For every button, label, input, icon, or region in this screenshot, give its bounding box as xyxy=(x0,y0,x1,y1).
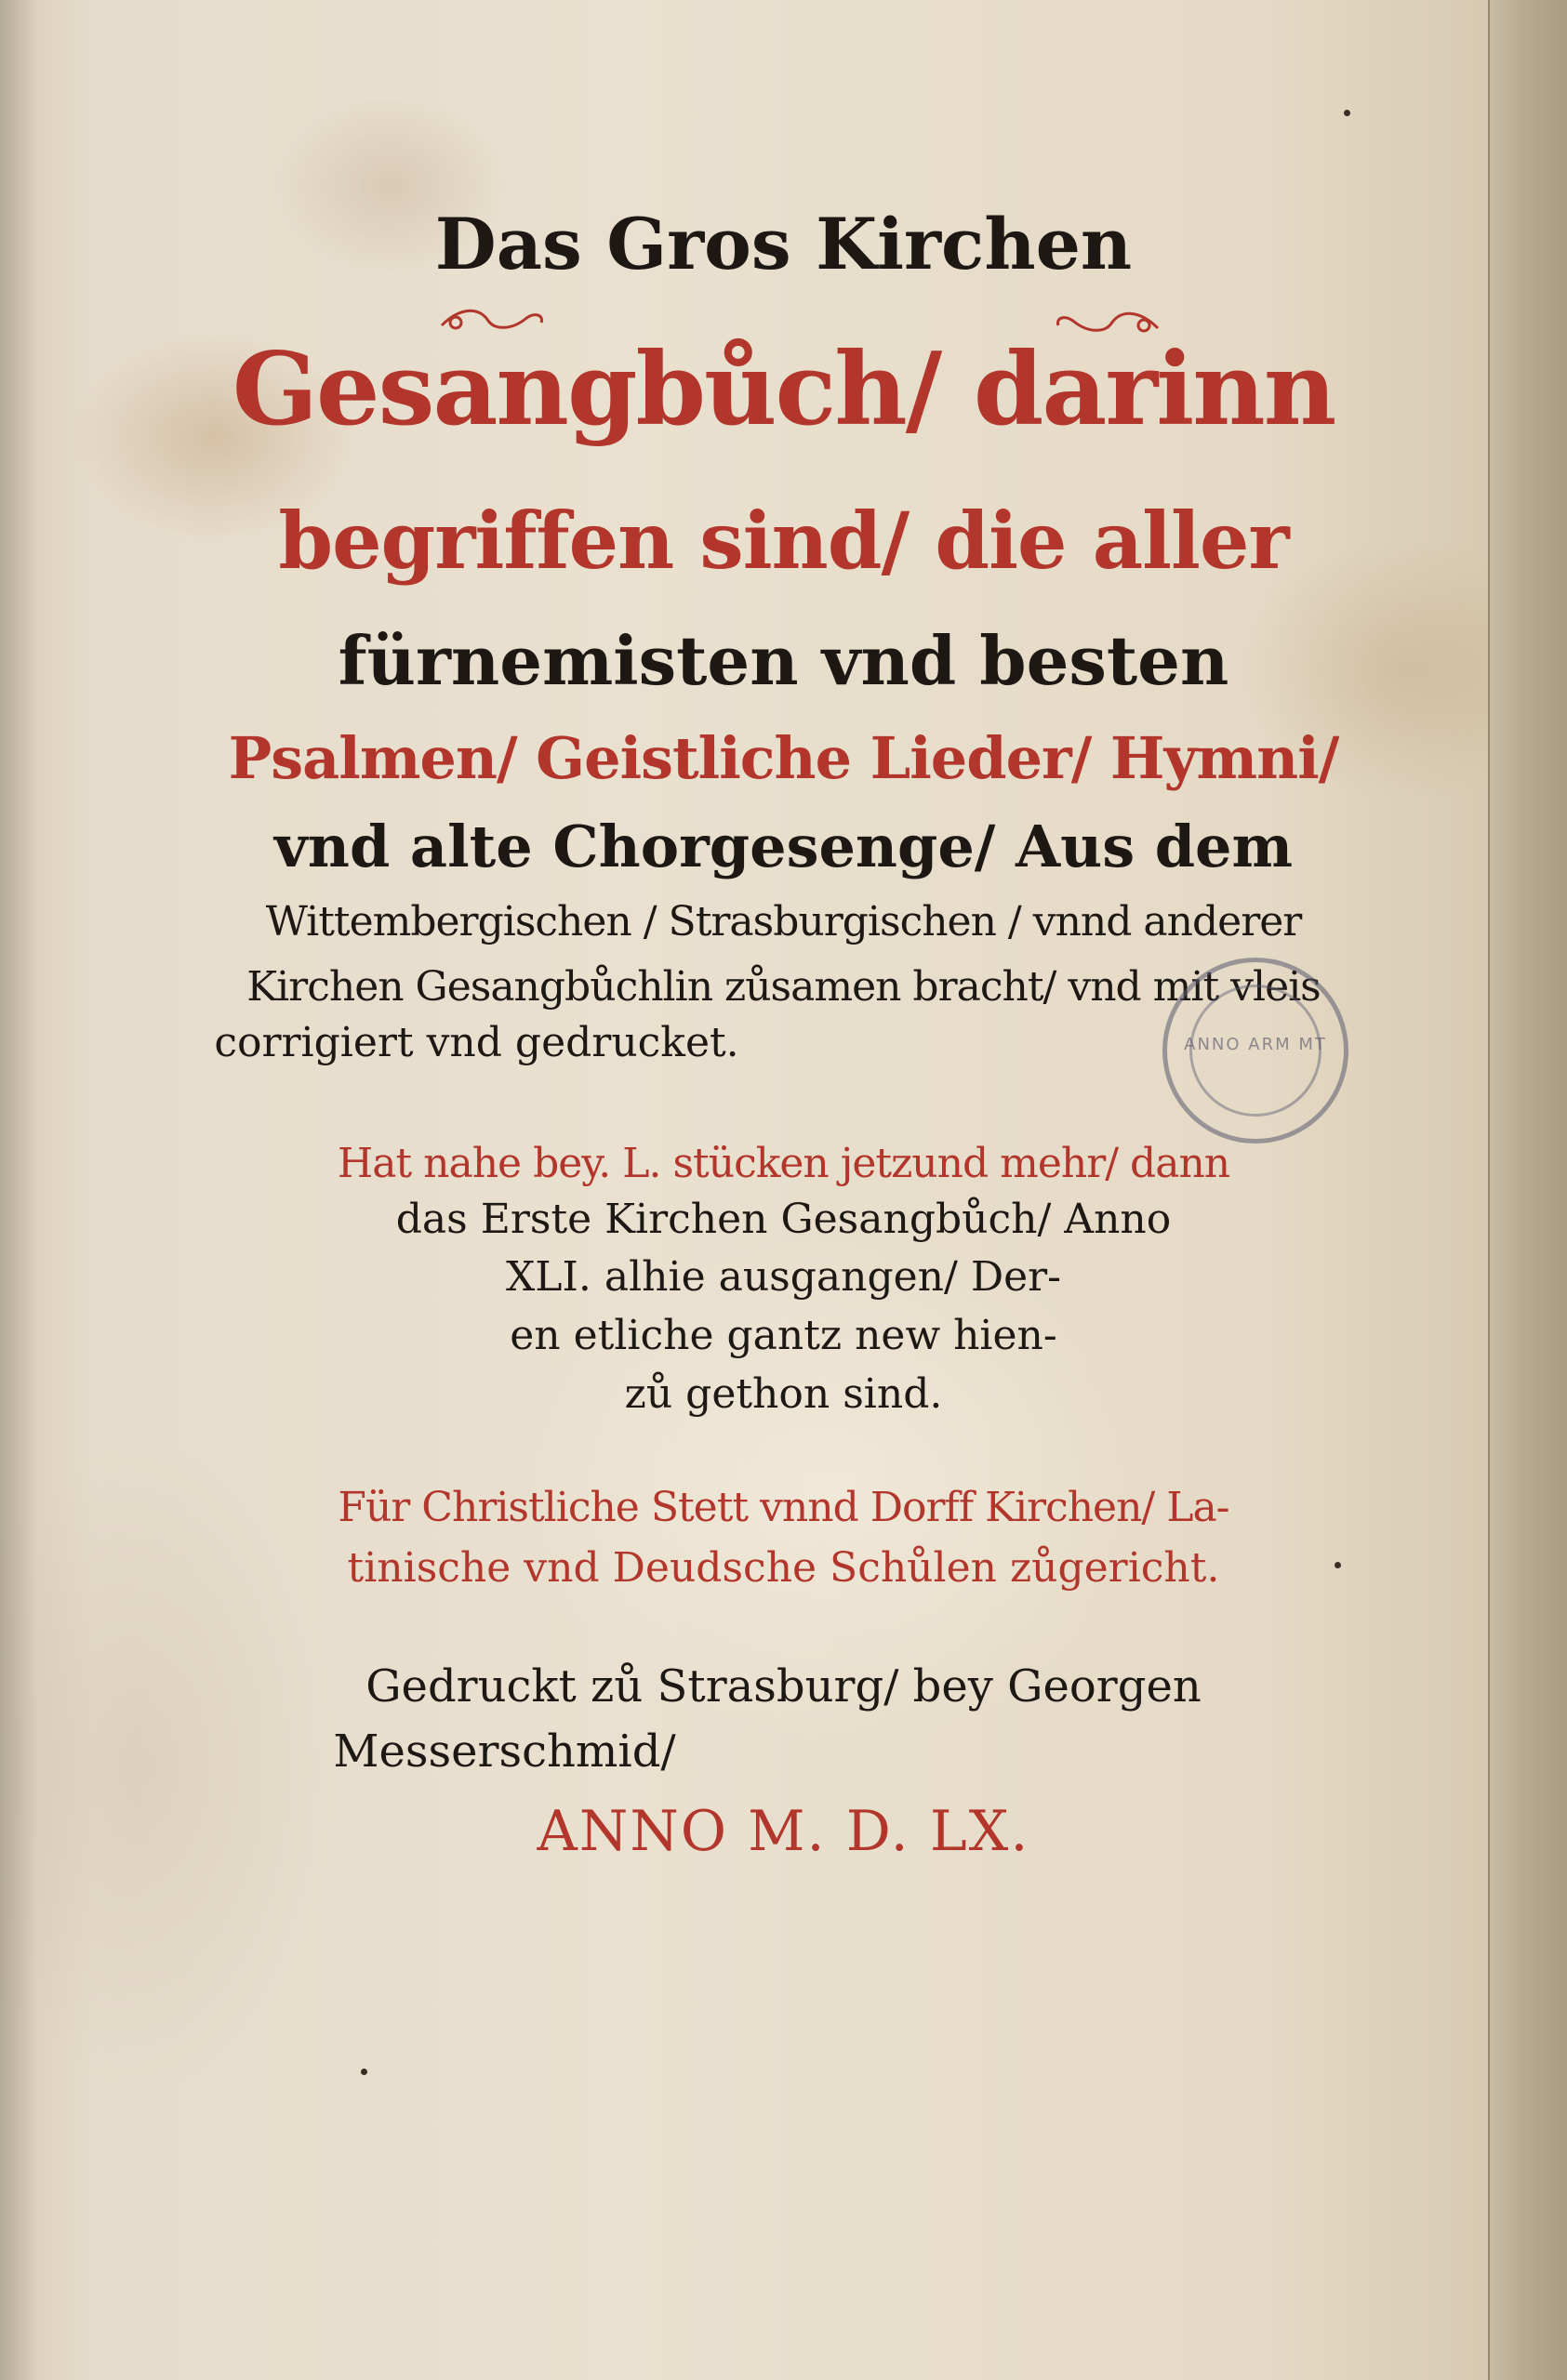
ink-speck xyxy=(1344,110,1350,116)
title-line-2: Gesangbůch/ darinn xyxy=(232,331,1335,448)
note-line-4: en etliche gantz new hien- xyxy=(510,1312,1057,1359)
imprint-line-2: Messerschmid/ xyxy=(333,1726,676,1778)
subtitle-line-3: corrigiert vnd gedrucket. xyxy=(214,1019,739,1066)
library-stamp-text: ANNO ARM MT xyxy=(1184,1035,1327,1054)
purpose-line-2: tinische vnd Deudsche Schůlen zůgericht. xyxy=(347,1544,1220,1592)
ink-speck xyxy=(1335,1562,1341,1568)
subtitle-line-1: Wittembergischen / Strasburgischen / vnnd anderer xyxy=(265,898,1302,945)
note-line-2: das Erste Kirchen Gesangbůch/ Anno xyxy=(395,1196,1172,1243)
title-line-3: begriffen sind/ die aller xyxy=(278,495,1289,587)
subtitle-line-2: Kirchen Gesangbůchlin zůsamen bracht/ vnd mit vleis xyxy=(246,963,1321,1011)
library-stamp xyxy=(1162,958,1348,1144)
note-line-3: XLI. alhie ausgangen/ Der- xyxy=(505,1253,1062,1301)
note-line-1: Hat nahe bey. L. stücken jetzund mehr/ dann xyxy=(337,1140,1230,1187)
title-line-1: Das Gros Kirchen xyxy=(434,203,1133,285)
title-line-5: Psalmen/ Geistliche Lieder/ Hymni/ xyxy=(228,724,1339,792)
title-line-4: fürnemisten vnd besten xyxy=(338,621,1229,700)
note-line-5: zů gethon sind. xyxy=(624,1370,943,1418)
imprint-year: ANNO M. D. LX. xyxy=(537,1799,1030,1864)
ink-speck xyxy=(361,2069,367,2075)
title-line-6: vnd alte Chorgesenge/ Aus dem xyxy=(273,813,1294,880)
purpose-line-1: Für Christliche Stett vnnd Dorff Kirchen/ La- xyxy=(338,1484,1229,1531)
imprint-line-1: Gedruckt zů Strasburg/ bey Georgen xyxy=(365,1660,1202,1712)
